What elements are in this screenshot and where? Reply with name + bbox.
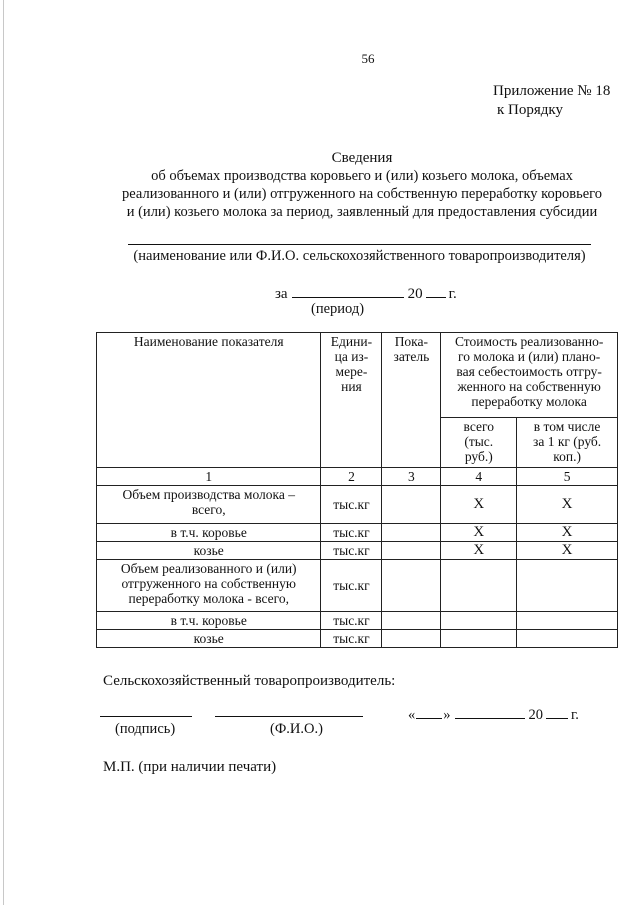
header-total-line: всего	[463, 419, 494, 434]
date-line	[408, 706, 579, 724]
signature-caption: (подпись)	[115, 721, 176, 737]
row-name	[97, 612, 321, 630]
row-per-kg-cell: Х	[517, 542, 618, 560]
row-per-kg-cell: Х	[517, 486, 618, 524]
header-cost-line: го молока и (или) плано-	[458, 349, 601, 364]
row-unit: тыс.кг	[321, 524, 382, 542]
column-number: 5	[517, 468, 618, 486]
row-unit: тыс.кг	[321, 612, 382, 630]
row-per-kg-cell[interactable]	[517, 612, 618, 630]
date-year-blank[interactable]	[546, 706, 568, 719]
scan-edge-line	[3, 0, 4, 905]
producer-name-line[interactable]	[128, 244, 591, 245]
header-per-kg-line: в том числе	[533, 419, 601, 434]
signature-line[interactable]	[100, 716, 192, 717]
title-heading: Сведения	[331, 150, 393, 166]
row-total-cell: Х	[441, 486, 517, 524]
row-indicator-cell[interactable]	[382, 560, 441, 612]
producer-name-caption: (наименование или Ф.И.О. сельскохозяйственного товаропроизводителя)	[133, 248, 586, 264]
date-year: 20	[528, 707, 543, 723]
period-blank[interactable]	[292, 284, 404, 298]
table-row	[97, 486, 618, 524]
date-month-blank[interactable]	[455, 706, 525, 719]
table-row	[97, 524, 618, 542]
period-prefix: за	[275, 286, 288, 302]
header-unit-line: Едини-	[330, 334, 373, 349]
row-name-line: всего,	[191, 502, 226, 517]
table-row	[97, 542, 618, 560]
row-per-kg-cell: Х	[517, 524, 618, 542]
header-indicator-line: Пока-	[394, 334, 429, 349]
date-open-quote: «	[408, 707, 416, 723]
appendix-line-1: Приложение № 18	[493, 83, 611, 99]
title-line-2: реализованного и (или) отгруженного на собственную переработку коровьего	[122, 186, 602, 202]
row-total-cell: Х	[441, 524, 517, 542]
appendix-line-2: к Порядку	[497, 102, 563, 118]
period-caption: (период)	[311, 301, 365, 317]
row-name	[97, 486, 321, 524]
header-per-kg	[517, 418, 618, 468]
title-line-3: и (или) козьего молока за период, заявленный для предоставления субсидии	[126, 204, 598, 220]
date-day-blank[interactable]	[416, 706, 442, 719]
table-body	[97, 486, 618, 648]
row-unit: тыс.кг	[321, 542, 382, 560]
column-number: 2	[321, 468, 382, 486]
header-cost-line: вая себестоимость отгру-	[456, 364, 602, 379]
row-indicator-cell[interactable]	[382, 542, 441, 560]
row-indicator-cell[interactable]	[382, 612, 441, 630]
row-name-line: отгруженного на собственную	[121, 576, 296, 591]
row-name	[97, 630, 321, 648]
row-name	[97, 542, 321, 560]
header-cost-line: женного на собственную	[457, 379, 601, 394]
row-total-cell[interactable]	[441, 612, 517, 630]
row-name-line: Объем производства молока –	[122, 487, 295, 502]
column-number-row	[97, 468, 618, 486]
row-unit: тыс.кг	[321, 486, 382, 524]
row-name-line: козье	[193, 543, 224, 558]
header-cost-line: Стоимость реализованно-	[454, 334, 604, 349]
row-name	[97, 524, 321, 542]
row-total-cell: Х	[441, 542, 517, 560]
header-unit-line: ца из-	[334, 349, 369, 364]
header-cost-line: переработку молока	[471, 394, 587, 409]
header-per-kg-line: коп.)	[553, 449, 581, 464]
period-year-blank[interactable]	[426, 284, 446, 298]
period-line	[275, 284, 457, 303]
row-name-line: в т.ч. коровье	[170, 525, 247, 540]
column-number: 4	[441, 468, 517, 486]
header-cost	[441, 333, 618, 418]
row-per-kg-cell[interactable]	[517, 630, 618, 648]
table-row	[97, 612, 618, 630]
header-unit	[321, 333, 382, 468]
row-indicator-cell[interactable]	[382, 630, 441, 648]
header-indicator-line: затель	[393, 349, 430, 364]
column-number: 1	[97, 468, 321, 486]
row-name-line: переработку молока - всего,	[128, 591, 289, 606]
header-row	[97, 333, 618, 418]
full-name-line[interactable]	[215, 716, 363, 717]
header-name: Наименование показателя	[97, 333, 321, 468]
row-name-line: козье	[193, 631, 224, 646]
row-unit: тыс.кг	[321, 630, 382, 648]
row-name-line: в т.ч. коровье	[170, 613, 247, 628]
header-indicator	[382, 333, 441, 468]
header-per-kg-line: за 1 кг (руб.	[533, 434, 602, 449]
header-total	[441, 418, 517, 468]
header-total-line: (тыс.	[464, 434, 494, 449]
header-total-line: руб.)	[464, 449, 493, 464]
page-number: 56	[361, 51, 375, 66]
table-row	[97, 560, 618, 612]
full-name-caption: (Ф.И.О.)	[270, 721, 323, 737]
period-year: 20	[407, 286, 423, 302]
title-line-1: об объемах производства коровьего и (или) козьего молока, объемах	[151, 168, 573, 184]
row-total-cell[interactable]	[441, 560, 517, 612]
date-close-quote: »	[443, 707, 451, 723]
row-name	[97, 560, 321, 612]
row-name-line: Объем реализованного и (или)	[120, 561, 297, 576]
appendix-reference	[493, 82, 610, 120]
header-unit-line: ния	[341, 379, 362, 394]
row-indicator-cell[interactable]	[382, 524, 441, 542]
header-unit-line: мере-	[335, 364, 368, 379]
producer-label: Сельскохозяйственный товаропроизводитель:	[103, 673, 396, 689]
stamp-note: М.П. (при наличии печати)	[103, 759, 277, 775]
row-total-cell[interactable]	[441, 630, 517, 648]
table-row	[97, 630, 618, 648]
column-number: 3	[382, 468, 441, 486]
row-indicator-cell[interactable]	[382, 486, 441, 524]
row-per-kg-cell[interactable]	[517, 560, 618, 612]
row-unit: тыс.кг	[321, 560, 382, 612]
date-suffix: г.	[571, 707, 579, 723]
period-suffix: г.	[448, 286, 457, 302]
data-table	[96, 332, 618, 648]
document-title	[100, 149, 624, 221]
